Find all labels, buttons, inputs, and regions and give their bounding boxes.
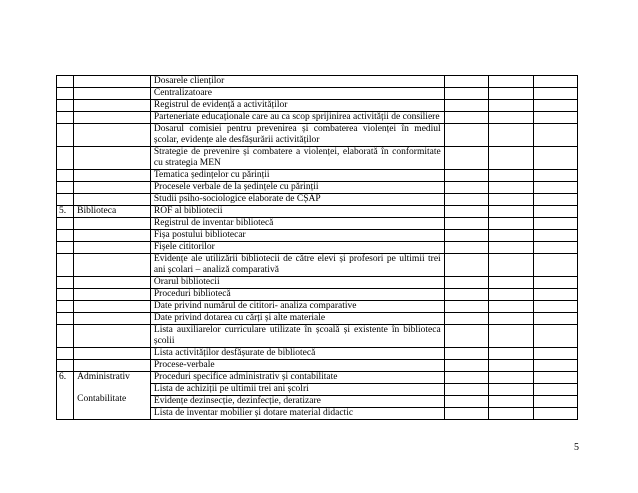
empty-cell: [444, 242, 488, 254]
document-cell: Parteneriate educaționale care au ca scop sprijinirea activității de consiliere: [150, 112, 444, 124]
document-cell: Strategie de prevenire și combatere a violenței, elaborată în conformitate cu strategia MEN: [150, 147, 444, 170]
area-cell: [74, 112, 151, 124]
empty-cell: [533, 301, 577, 313]
empty-cell: [444, 289, 488, 301]
document-cell: Tematica ședințelor cu părinții: [150, 170, 444, 182]
area-cell: [74, 325, 151, 348]
table-row: [57, 277, 578, 289]
area-cell: [74, 206, 151, 218]
table-row: [57, 254, 578, 277]
document-cell: Orarul bibliotecii: [150, 277, 444, 289]
area-cell: [74, 254, 151, 277]
document-cell: Centralizatoare: [150, 88, 444, 100]
table-row: [57, 289, 578, 301]
row-number-cell: [57, 112, 74, 124]
empty-cell: [444, 218, 488, 230]
empty-cell: [533, 124, 577, 147]
empty-cell: [533, 277, 577, 289]
empty-cell: [444, 88, 488, 100]
empty-cell: [444, 348, 488, 360]
document-cell: Evidențe dezinsecție, dezinfecție, deratizare: [150, 396, 444, 408]
table-row: [57, 112, 578, 124]
document-cell: Proceduri specifice administrativ și contabilitate: [150, 372, 444, 384]
empty-cell: [489, 112, 533, 124]
empty-cell: [533, 182, 577, 194]
table-row: [57, 372, 578, 384]
area-label: Administrativ: [77, 372, 130, 382]
empty-cell: [444, 277, 488, 289]
empty-cell: [489, 372, 533, 384]
empty-cell: [444, 360, 488, 372]
row-number-cell: [57, 325, 74, 348]
area-cell: [74, 76, 151, 88]
document-cell: Proceduri bibliotecă: [150, 289, 444, 301]
table-row: [57, 348, 578, 360]
row-number-cell: [57, 230, 74, 242]
document-cell: Date privind dotarea cu cărți și alte materiale: [150, 313, 444, 325]
table-row: [57, 242, 578, 254]
empty-cell: [444, 325, 488, 348]
empty-cell: [444, 76, 488, 88]
empty-cell: [489, 230, 533, 242]
empty-cell: [444, 301, 488, 313]
document-cell: Fișa postului bibliotecar: [150, 230, 444, 242]
empty-cell: [489, 76, 533, 88]
empty-cell: [533, 313, 577, 325]
empty-cell: [533, 348, 577, 360]
empty-cell: [444, 384, 488, 396]
documents-table-body: [57, 76, 578, 420]
empty-cell: [533, 76, 577, 88]
empty-cell: [533, 384, 577, 396]
table-row: [57, 206, 578, 218]
area-cell: [74, 289, 151, 301]
empty-cell: [444, 194, 488, 206]
area-cell: [74, 218, 151, 230]
empty-cell: [533, 147, 577, 170]
empty-cell: [533, 372, 577, 384]
area-label: Biblioteca: [77, 206, 117, 216]
empty-cell: [533, 218, 577, 230]
area-cell: [74, 124, 151, 147]
empty-cell: [489, 218, 533, 230]
empty-cell: [444, 254, 488, 277]
area-cell: [74, 88, 151, 100]
area-label: Contabilitate: [77, 394, 127, 404]
area-cell: [74, 170, 151, 182]
document-cell: Registrul de evidență a activităților: [150, 100, 444, 112]
empty-cell: [533, 100, 577, 112]
row-number-cell: [57, 289, 74, 301]
empty-cell: [489, 277, 533, 289]
table-row: [57, 230, 578, 242]
area-cell: [74, 313, 151, 325]
empty-cell: [489, 242, 533, 254]
empty-cell: [533, 396, 577, 408]
empty-cell: [533, 88, 577, 100]
empty-cell: [489, 313, 533, 325]
empty-cell: [533, 170, 577, 182]
table-row: [57, 88, 578, 100]
table-row: [57, 301, 578, 313]
row-number-cell: [57, 88, 74, 100]
empty-cell: [444, 372, 488, 384]
row-number-cell: [57, 100, 74, 112]
empty-cell: [489, 348, 533, 360]
empty-cell: [489, 384, 533, 396]
document-cell: Registrul de inventar bibliotecă: [150, 218, 444, 230]
table-row: [57, 218, 578, 230]
empty-cell: [489, 360, 533, 372]
table-row: [57, 170, 578, 182]
row-number-cell: [57, 170, 74, 182]
document-cell: ROF al bibliotecii: [150, 206, 444, 218]
empty-cell: [489, 289, 533, 301]
area-label: [77, 383, 147, 394]
empty-cell: [533, 325, 577, 348]
empty-cell: [533, 194, 577, 206]
area-cell: [74, 360, 151, 372]
empty-cell: [533, 289, 577, 301]
empty-cell: [489, 408, 533, 420]
empty-cell: [489, 100, 533, 112]
area-cell: [74, 242, 151, 254]
empty-cell: [444, 206, 488, 218]
row-number-cell: [57, 147, 74, 170]
row-number-cell: [57, 194, 74, 206]
row-number-cell: [57, 182, 74, 194]
document-cell: Dosarele clienților: [150, 76, 444, 88]
documents-table: [56, 75, 578, 420]
table-row: [57, 100, 578, 112]
table-row: [57, 147, 578, 170]
empty-cell: [533, 254, 577, 277]
row-number-cell: [57, 277, 74, 289]
empty-cell: [444, 124, 488, 147]
document-cell: Studii psiho-sociologice elaborate de CȘAP: [150, 194, 444, 206]
area-cell: [74, 147, 151, 170]
document-cell: Fișele cititorilor: [150, 242, 444, 254]
table-row: [57, 325, 578, 348]
area-cell: [74, 277, 151, 289]
row-number-cell: [57, 254, 74, 277]
area-cell: [74, 301, 151, 313]
area-cell: [74, 230, 151, 242]
area-cell: [74, 100, 151, 112]
row-number-cell: [57, 242, 74, 254]
document-cell: Procesele verbale de la ședințele cu părinții: [150, 182, 444, 194]
empty-cell: [489, 170, 533, 182]
row-number-cell: [57, 124, 74, 147]
document-cell: Lista de achiziții pe ultimii trei ani școlri: [150, 384, 444, 396]
row-number-cell: 5.: [57, 206, 74, 218]
empty-cell: [533, 230, 577, 242]
document-cell: Lista auxiliarelor curriculare utilizate în școală și existente în biblioteca școlii: [150, 325, 444, 348]
table-row: [57, 360, 578, 372]
area-cell: [74, 182, 151, 194]
empty-cell: [444, 230, 488, 242]
table-row: [57, 313, 578, 325]
document-cell: Date privind numărul de cititori- analiza comparative: [150, 301, 444, 313]
row-number-cell: [57, 313, 74, 325]
document-cell: Procese-verbale: [150, 360, 444, 372]
empty-cell: [533, 112, 577, 124]
table-row: [57, 124, 578, 147]
empty-cell: [444, 408, 488, 420]
empty-cell: [533, 408, 577, 420]
empty-cell: [444, 100, 488, 112]
empty-cell: [533, 206, 577, 218]
row-number-cell: [57, 76, 74, 88]
document-cell: Lista de inventar mobilier și dotare material didactic: [150, 408, 444, 420]
empty-cell: [533, 360, 577, 372]
table-row: [57, 194, 578, 206]
empty-cell: [444, 182, 488, 194]
empty-cell: [444, 313, 488, 325]
empty-cell: [489, 396, 533, 408]
row-number-cell: [57, 360, 74, 372]
page-number: 5: [574, 442, 579, 453]
document-cell: Evidențe ale utilizării bibliotecii de către elevi și profesori pe ultimii trei ani școlari – analiză comparativă: [150, 254, 444, 277]
row-number-cell: [57, 348, 74, 360]
empty-cell: [444, 396, 488, 408]
row-number-cell: [57, 301, 74, 313]
row-number-cell: 6.: [57, 372, 74, 420]
table-row: [57, 76, 578, 88]
empty-cell: [533, 242, 577, 254]
empty-cell: [489, 182, 533, 194]
empty-cell: [489, 325, 533, 348]
empty-cell: [489, 194, 533, 206]
empty-cell: [489, 301, 533, 313]
area-cell: [74, 348, 151, 360]
table-row: [57, 182, 578, 194]
area-cell: [74, 372, 151, 420]
empty-cell: [444, 112, 488, 124]
empty-cell: [489, 254, 533, 277]
empty-cell: [489, 206, 533, 218]
empty-cell: [489, 124, 533, 147]
empty-cell: [444, 147, 488, 170]
row-number-cell: [57, 218, 74, 230]
empty-cell: [444, 170, 488, 182]
empty-cell: [489, 88, 533, 100]
document-cell: Lista activităților desfășurate de bibliotecă: [150, 348, 444, 360]
area-cell: [74, 194, 151, 206]
document-cell: Dosarul comisiei pentru prevenirea și combaterea violenței în mediul școlar, evidențe ale desfășurării activităților: [150, 124, 444, 147]
empty-cell: [489, 147, 533, 170]
